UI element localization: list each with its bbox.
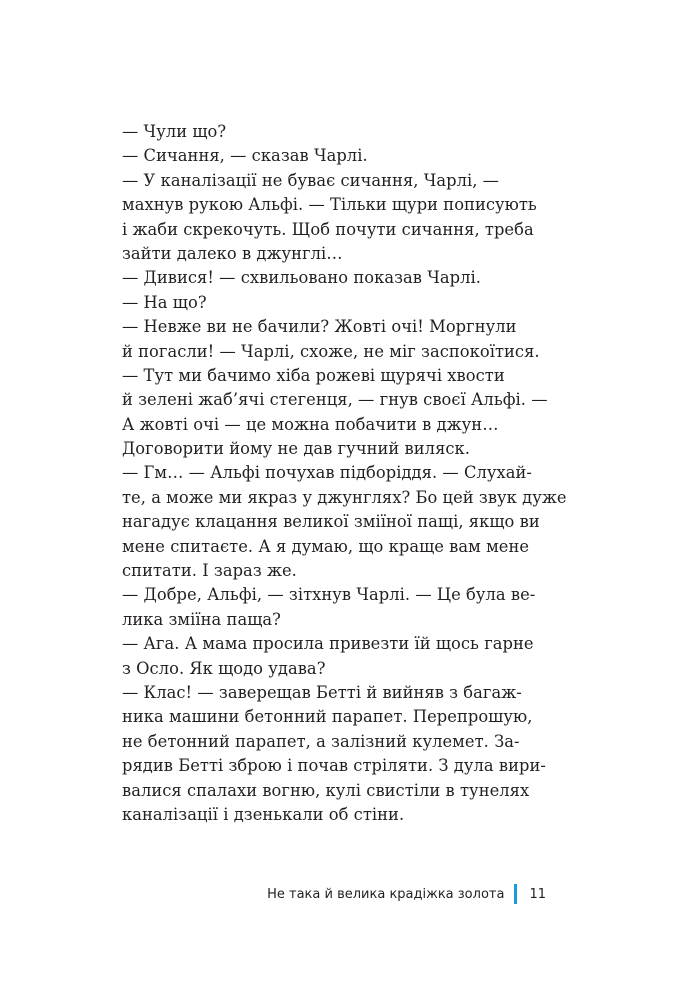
text-line: спитати. І зараз же. (122, 561, 297, 581)
text-line: — Добре, Альфі, — зітхнув Чарлі. — Це була ве- (122, 585, 536, 605)
text-line: і жаби скрекочуть. Щоб почути сичання, треба (122, 219, 534, 239)
running-title: Не така й велика крадіжка золота (267, 886, 505, 902)
text-line: те, а може ми якраз у джунглях? Бо цей звук дуже (122, 487, 567, 507)
text-line: мене спитаєте. А я думаю, що краще вам мене (122, 536, 530, 556)
text-line: — Ага. А мама просила привезти їй щось гарне (122, 634, 534, 654)
text-line: — Сичання, — сказав Чарлі. (122, 146, 368, 166)
text-line: — У каналізації не буває сичання, Чарлі, — (122, 170, 500, 190)
text-line: рядив Бетті зброю і почав стріляти. З дула вири- (122, 756, 546, 776)
text-line: — Гм… — Альфі почухав підборіддя. — Слухай- (122, 463, 532, 483)
text-line: з Осло. Як щодо удава? (122, 658, 326, 678)
text-line: каналізації і дзенькали об стіни. (122, 804, 405, 824)
text-line: зайти далеко в джунглі… (122, 243, 343, 263)
text-line: ника машини бетонний парапет. Перепрошую, (122, 707, 533, 727)
text-line: — Невже ви не бачили? Жовті очі! Моргнули (122, 317, 517, 337)
text-line: А жовті очі — це можна побачити в джун… (122, 414, 499, 434)
text-line: — На що? (122, 292, 207, 312)
text-line: Договорити йому не дав гучний виляск. (122, 439, 471, 459)
page-number: 11 (529, 886, 546, 902)
body-text (122, 120, 567, 827)
text-line: лика зміїна паща? (122, 609, 281, 629)
text-line: не бетонний парапет, а залізний кулемет. За- (122, 731, 520, 751)
text-line: валися спалахи вогню, кулі свистіли в тунелях (122, 780, 530, 800)
text-line: махнув рукою Альфі. — Тільки щури пописують (122, 195, 537, 215)
text-line: — Клас! — заверещав Бетті й вийняв з багаж- (122, 682, 522, 702)
page-footer (267, 884, 546, 904)
text-line: й погасли! — Чарлі, схоже, не міг заспокоїтися. (122, 341, 540, 361)
footer-accent-bar (514, 884, 517, 904)
text-line: й зелені жаб’ячі стегенця, — гнув своєї Альфі. — (122, 390, 548, 410)
text-line: нагадує клацання великої зміїної пащі, якщо ви (122, 512, 540, 532)
text-line: — Дивися! — схвильовано показав Чарлі. (122, 268, 481, 288)
text-line: — Тут ми бачимо хіба рожеві щурячі хвости (122, 365, 505, 385)
text-line: — Чули що? (122, 122, 227, 141)
